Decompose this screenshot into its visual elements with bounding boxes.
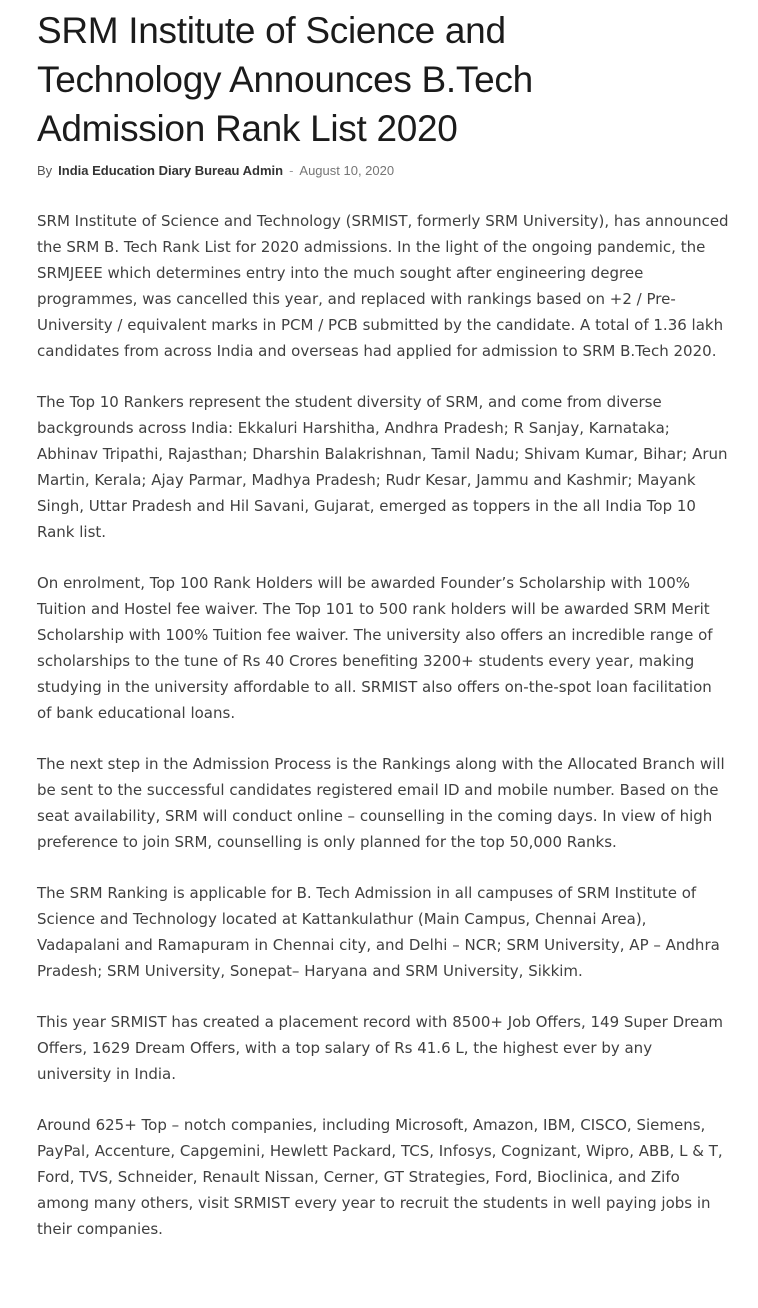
article-body — [37, 208, 730, 1242]
article-paragraph: SRM Institute of Science and Technology (SRMIST, formerly SRM University), has announced the SRM B. Tech Rank List for 2020 admissions. In the light of the ongoing pandemic, the SRMJEEE which determines entry into the much sought after engineering degree programmes, was cancelled this year, and replaced with rankings based on +2 / Pre-University / equivalent marks in PCM / PCB submitted by the candidate. A total of 1.36 lakh candidates from across India and overseas had applied for admission to SRM B.Tech 2020. — [37, 212, 729, 360]
article-paragraph: On enrolment, Top 100 Rank Holders will be awarded Founder’s Scholarship with 100% Tuition and Hostel fee waiver. The Top 101 to 500 rank holders will be awarded SRM Merit Scholarship with 100% Tuition fee waiver. The university also offers an incredible range of scholarships to the tune of Rs 40 Crores benefiting 3200+ students every year, making studying in the university affordable to all. SRMIST also offers on-the-spot loan facilitation of bank educational loans. — [37, 574, 713, 722]
article-paragraph: Around 625+ Top – notch companies, including Microsoft, Amazon, IBM, CISCO, Siemens, PayPal, Accenture, Capgemini, Hewlett Packard, TCS, Infosys, Cognizant, Wipro, ABB, L & T, Ford, TVS, Schneider, Renault Nissan, Cerner, GT Strategies, Ford, Bioclinica, and Zifo among many others, visit SRMIST every year to recruit the students in well paying jobs in their companies. — [37, 1116, 723, 1238]
article-paragraph: This year SRMIST has created a placement record with 8500+ Job Offers, 149 Super Dream Offers, 1629 Dream Offers, with a top salary of Rs 41.6 L, the highest ever by any university in India. — [37, 1013, 724, 1083]
article — [37, 6, 730, 1242]
article-byline — [37, 163, 730, 178]
byline-separator: - — [289, 163, 294, 178]
article-paragraph: The SRM Ranking is applicable for B. Tech Admission in all campuses of SRM Institute of Science and Technology located at Kattankulathur (Main Campus, Chennai Area), Vadapalani and Ramapuram in Chennai city, and Delhi – NCR; SRM University, AP – Andhra Pradesh; SRM University, Sonepat– Haryana and SRM University, Sikkim. — [37, 884, 720, 980]
article-paragraph: The Top 10 Rankers represent the student diversity of SRM, and come from diverse backgrounds across India: Ekkaluri Harshitha, Andhra Pradesh; R Sanjay, Karnataka; Abhinav Tripathi, Rajasthan; Dharshin Balakrishnan, Tamil Nadu; Shivam Kumar, Bihar; Arun Martin, Kerala; Ajay Parmar, Madhya Pradesh; Rudr Kesar, Jammu and Kashmir; Mayank Singh, Uttar Pradesh and Hil Savani, Gujarat, emerged as toppers in the all India Top 10 Rank list. — [37, 393, 728, 541]
byline-author-link[interactable]: India Education Diary Bureau Admin — [58, 163, 284, 178]
byline-prefix: By — [37, 163, 53, 178]
article-title: SRM Institute of Science and Technology Announces B.Tech Admission Rank List 2020 — [37, 10, 533, 149]
article-paragraph: The next step in the Admission Process is the Rankings along with the Allocated Branch will be sent to the successful candidates registered email ID and mobile number. Based on the seat availability, SRM will conduct online – counselling in the coming days. In view of high preference to join SRM, counselling is only planned for the top 50,000 Ranks. — [37, 755, 725, 851]
byline-date: August 10, 2020 — [299, 163, 395, 178]
